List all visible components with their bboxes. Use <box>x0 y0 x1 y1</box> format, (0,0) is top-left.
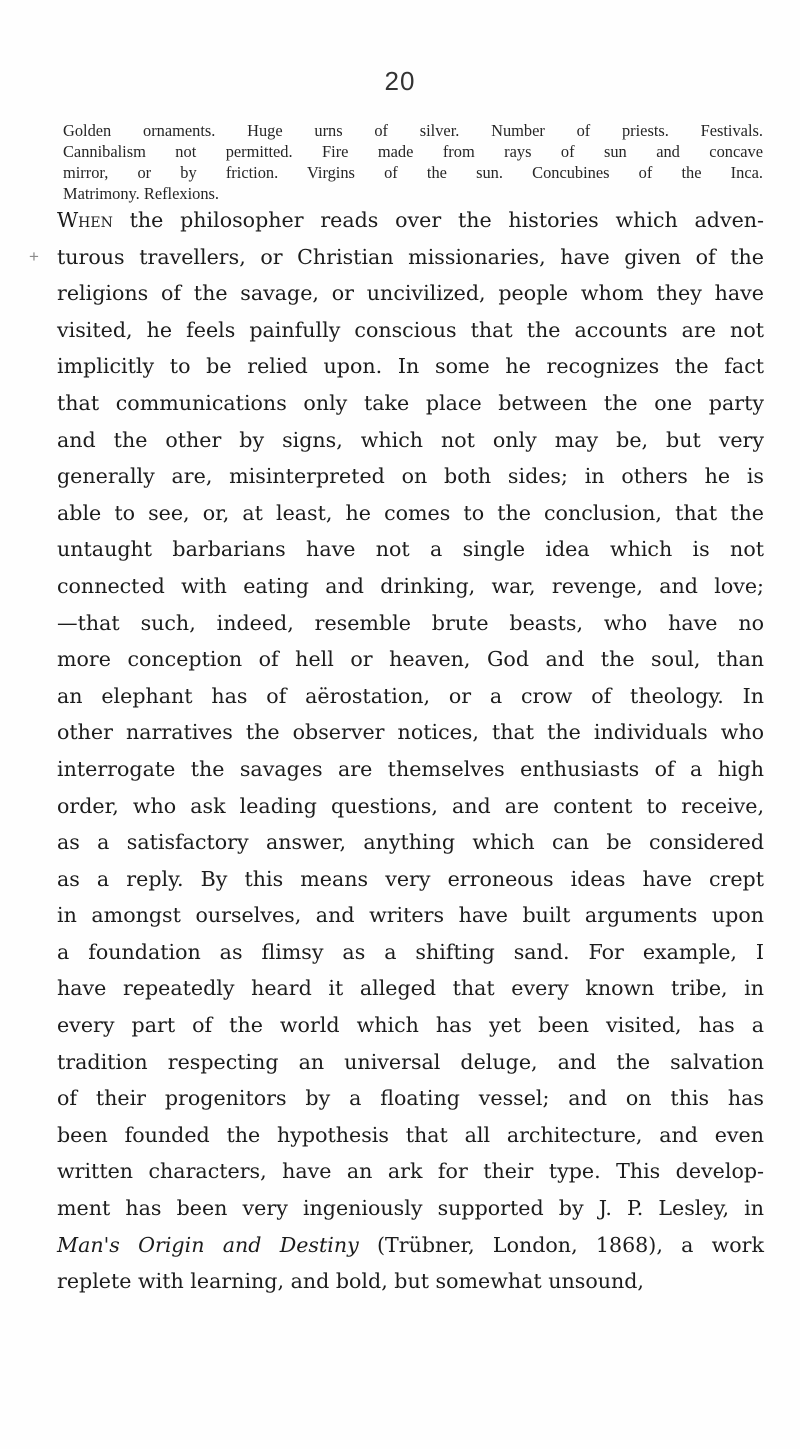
margin-mark: + <box>29 247 39 266</box>
summary-line: Golden ornaments. Huge urns of silver. Number of priests. Festivals. <box>63 121 763 140</box>
body-line: a foundation as flimsy as a shifting sand. For example, I <box>57 939 764 964</box>
body-line: replete with learning, and bold, but somewhat unsound, <box>57 1269 644 1294</box>
body-line: generally are, misinterpreted on both sides; in others he is <box>57 464 764 489</box>
summary-line: Cannibalism not permitted. Fire made from rays of sun and concave <box>63 142 763 161</box>
book-title: Man's Origin and Destiny <box>57 1232 359 1257</box>
body-line: more conception of hell or heaven, God and the soul, than <box>57 647 764 672</box>
body-line: and the other by signs, which not only may be, but very <box>57 427 764 452</box>
body-line: implicitly to be relied upon. In some he recognizes the fact <box>57 354 764 379</box>
summary-line: mirror, or by friction. Virgins of the sun. Concubines of the Inca. <box>63 163 763 182</box>
body-line: tradition respecting an universal deluge, and the salvation <box>57 1049 764 1074</box>
body-line: turous travellers, or Christian missionaries, have given of the <box>57 244 764 269</box>
body-line: been founded the hypothesis that all architecture, and even <box>57 1122 764 1147</box>
body-line: as a reply. By this means very erroneous ideas have crept <box>57 866 764 891</box>
chapter-summary <box>63 120 763 204</box>
body-line: connected with eating and drinking, war, revenge, and love; <box>57 573 764 598</box>
body-line: every part of the world which has yet been visited, has a <box>57 1013 764 1038</box>
body-line: in amongst ourselves, and writers have built arguments upon <box>57 903 764 928</box>
body-line <box>57 1227 764 1264</box>
summary-line: Matrimony. Reflexions. <box>63 184 219 203</box>
body-line <box>57 202 764 239</box>
body-line: order, who ask leading questions, and are content to receive, <box>57 793 764 818</box>
body-line: interrogate the savages are themselves enthusiasts of a high <box>57 756 764 781</box>
page-number: 20 <box>384 66 416 96</box>
body-line-text: (Trübner, London, 1868), a work <box>358 1232 765 1257</box>
body-line: that communications only take place between the one party <box>57 390 764 415</box>
body-line: able to see, or, at least, he comes to the conclusion, that the <box>57 500 764 525</box>
body-line: other narratives the observer notices, that the individuals who <box>57 720 764 745</box>
body-paragraph <box>57 202 764 1300</box>
body-line-text: the philosopher reads over the histories which adven- <box>112 208 764 232</box>
body-line: have repeatedly heard it alleged that every known tribe, in <box>57 976 764 1001</box>
body-line: ment has been very ingeniously supported by J. P. Lesley, in <box>57 1196 764 1221</box>
body-line: untaught barbarians have not a single idea which is not <box>57 537 764 562</box>
body-line: religions of the savage, or uncivilized, people whom they have <box>57 281 764 306</box>
body-line: of their progenitors by a floating vessel; and on this has <box>57 1086 764 1111</box>
body-line: —that such, indeed, resemble brute beasts, who have no <box>57 610 764 635</box>
body-line: visited, he feels painfully conscious that the accounts are not <box>57 317 764 342</box>
body-line: an elephant has of aërostation, or a crow of theology. In <box>57 683 764 708</box>
body-line: written characters, have an ark for their type. This develop- <box>57 1159 764 1184</box>
body-line: as a satisfactory answer, anything which can be considered <box>57 830 764 855</box>
opening-word: When <box>57 208 113 232</box>
